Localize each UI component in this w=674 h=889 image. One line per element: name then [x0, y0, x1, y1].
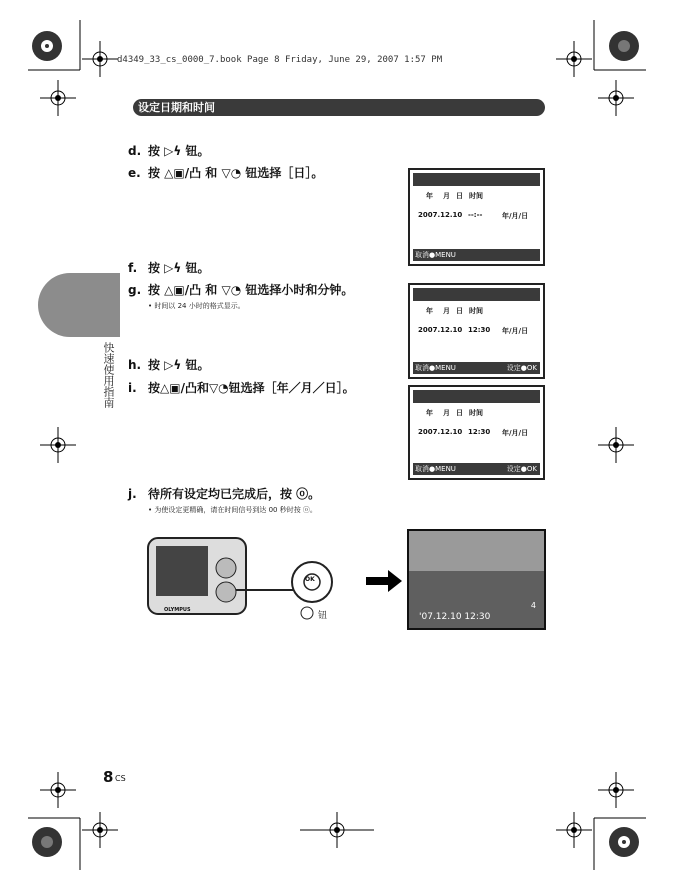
lcd-header-bar: [413, 173, 540, 186]
lcd-footer-cancel: 取消●MENU: [415, 465, 456, 473]
step-label: i.: [128, 381, 137, 395]
lcd-footer-cancel: 取消●MENU: [415, 364, 456, 372]
step-g-note: • 时间以 24 小时的格式显示。: [148, 302, 245, 310]
lcd-order: 年/月/日: [502, 429, 529, 437]
lcd-date: 2007.12.10: [418, 211, 463, 219]
lcd-header-bar: [413, 390, 540, 403]
step-h: [128, 358, 210, 373]
page-lang: CS: [115, 774, 126, 783]
lcd-screen-1: [408, 168, 545, 266]
step-text: 按 ▷ϟ 钮。: [148, 261, 210, 275]
step-label: d.: [128, 144, 142, 158]
photo-sky: [409, 531, 544, 571]
step-label: g.: [128, 283, 142, 297]
lcd-time: 12:30: [468, 428, 491, 436]
lcd-order: 年/月/日: [502, 212, 529, 220]
step-f: [128, 261, 210, 276]
lcd-date: 2007.12.10: [418, 428, 463, 436]
lcd-date: 2007.12.10: [418, 326, 463, 334]
ok-button-caption: 钮: [318, 611, 328, 621]
lcd-col-time: 时间: [469, 192, 483, 200]
lcd-time: --:--: [468, 211, 483, 219]
lcd-col-year: 年: [426, 409, 433, 417]
lcd-footer: [413, 463, 540, 475]
step-text: 按 ▷ϟ 钮。: [148, 144, 210, 158]
photo-counter: 4: [530, 601, 536, 610]
step-label: j.: [128, 487, 137, 501]
side-tab: [38, 273, 120, 337]
step-label: f.: [128, 261, 138, 275]
photo-date-stamp: '07.12.10 12:30: [419, 612, 491, 622]
step-label: e.: [128, 166, 141, 180]
lcd-footer: [413, 362, 540, 374]
sample-photo: [407, 529, 546, 630]
section-title: 设定日期和时间: [138, 101, 215, 114]
lcd-time: 12:30: [468, 326, 491, 334]
lcd-col-month: 月: [443, 409, 450, 417]
lcd-col-day: 日: [456, 409, 463, 417]
page-number: 8: [103, 768, 114, 786]
print-header: d4349_33_cs_0000_7.book Page 8 Friday, June 29, 2007 1:57 PM: [117, 55, 443, 65]
lcd-col-year: 年: [426, 307, 433, 315]
lcd-col-day: 日: [456, 192, 463, 200]
lcd-col-year: 年: [426, 192, 433, 200]
step-text: 待所有设定均已完成后，按 ⓞ。: [148, 487, 321, 501]
lcd-col-time: 时间: [469, 307, 483, 315]
lcd-screen-3: [408, 385, 545, 480]
lcd-footer-cancel: 取消●MENU: [415, 251, 456, 259]
step-j: [128, 487, 320, 502]
camera-brand: OLYMPUS: [164, 607, 191, 613]
lcd-col-day: 日: [456, 307, 463, 315]
arrow-right-icon: [366, 570, 402, 592]
step-e: [128, 166, 323, 181]
lcd-col-time: 时间: [469, 409, 483, 417]
step-label: h.: [128, 358, 142, 372]
lcd-col-month: 月: [443, 192, 450, 200]
lcd-order: 年/月/日: [502, 327, 529, 335]
step-g: [128, 283, 353, 298]
lcd-screen-2: [408, 283, 545, 379]
lcd-footer-set: 设定●OK: [506, 465, 537, 473]
step-j-note: • 为使设定更精确，请在时间信号到达 00 秒时按 ⓞ。: [148, 506, 317, 514]
step-text: 按△▣/凸和▽◔钮选择［年／月／日］。: [148, 381, 355, 395]
step-text: 按 ▷ϟ 钮。: [148, 358, 210, 372]
lcd-footer: [413, 249, 540, 261]
step-i: [128, 381, 355, 396]
side-tab-label: 快速使用指南: [102, 342, 115, 408]
step-text: 按 △▣/凸 和 ▽◔ 钮选择小时和分钟。: [148, 283, 354, 297]
lcd-footer-set: 设定●OK: [506, 364, 537, 372]
step-d: [128, 144, 210, 159]
lcd-header-bar: [413, 288, 540, 301]
ok-button-label: OK: [305, 576, 315, 583]
step-text: 按 △▣/凸 和 ▽◔ 钮选择［日］。: [148, 166, 324, 180]
lcd-col-month: 月: [443, 307, 450, 315]
